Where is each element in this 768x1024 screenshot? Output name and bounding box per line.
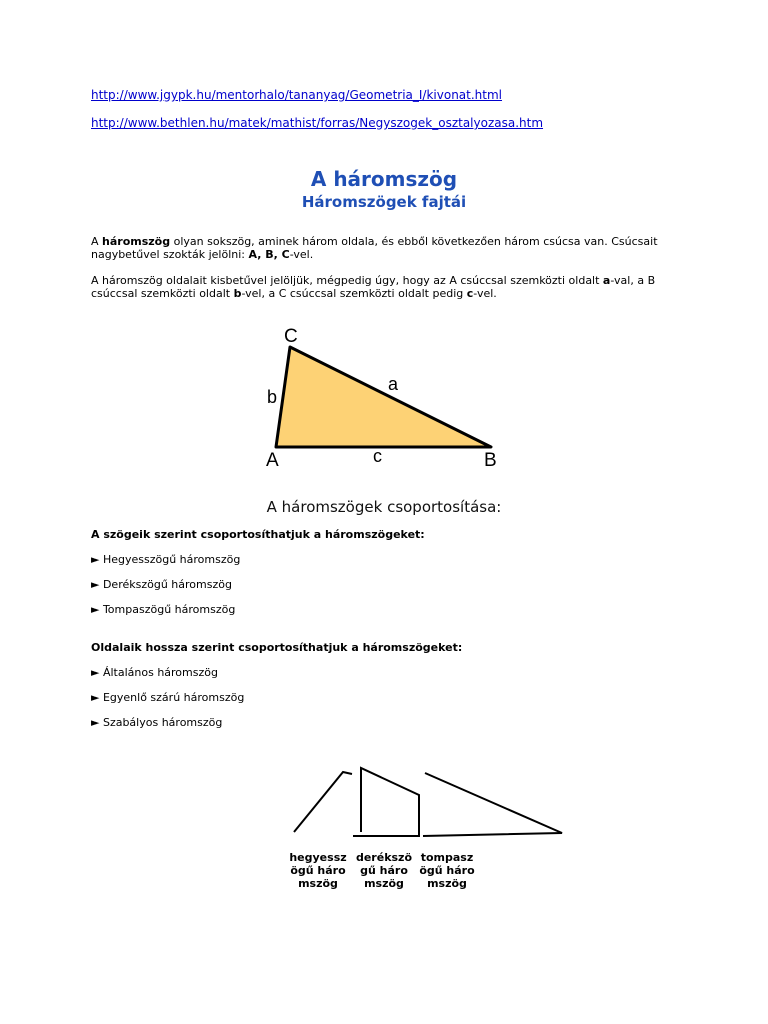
link-bethlen[interactable]: http://www.bethlen.hu/matek/mathist/forras/Negyszogek_osztalyozasa.htm	[91, 116, 544, 130]
list-item: ► Derékszögű háromszög	[91, 578, 232, 591]
list-item: ► Hegyesszögű háromszög	[91, 553, 241, 566]
grouping-heading: A háromszögek csoportosítása:	[266, 498, 502, 516]
triangle-types-diagram	[285, 760, 575, 845]
vertex-b-label: B	[484, 450, 497, 471]
triangle-shape	[276, 347, 491, 447]
list-item: ► Tompaszögű háromszög	[91, 603, 236, 616]
right-triangle-outline	[353, 768, 419, 836]
page-subtitle: Háromszögek fajtái	[301, 193, 467, 211]
obtuse-triangle-outline	[423, 773, 562, 836]
side-b-label: b	[267, 387, 278, 407]
intro-paragraph: A háromszög olyan sokszög, aminek három oldala, és ebből következően három csúcsa van. Csúcsait nagybetűvel szokták jelölni: A, B, C-vel.	[91, 235, 658, 261]
caption-acute: hegyesszögű háromszög	[289, 851, 347, 890]
side-c-label: c	[373, 446, 382, 466]
triangle-diagram	[250, 320, 520, 475]
caption-obtuse: tompaszögű háromszög	[419, 851, 475, 890]
sides-paragraph: A háromszög oldalait kisbetűvel jelöljük, mégpedig úgy, hogy az A csúccsal szemközti oldalt a-val, a B csúccsal szemközti oldalt b-vel, a C csúccsal szemközti oldalt pedig c-vel.	[91, 274, 656, 300]
list-item: ► Általános háromszög	[91, 666, 218, 679]
page-title: A háromszög	[310, 167, 458, 191]
acute-triangle-outline	[294, 772, 352, 832]
link-geometria[interactable]: http://www.jgypk.hu/mentorhalo/tananyag/Geometria_I/kivonat.html	[91, 88, 503, 102]
vertex-a-label: A	[266, 450, 279, 471]
angles-heading: A szögeik szerint csoportosíthatjuk a háromszögeket:	[91, 528, 425, 541]
side-a-label: a	[388, 374, 399, 394]
vertex-c-label: C	[284, 326, 298, 347]
sides-heading: Oldalaik hossza szerint csoportosíthatjuk a háromszögeket:	[91, 641, 463, 654]
caption-right: derékszögű háromszög	[355, 851, 413, 890]
list-item: ► Szabályos háromszög	[91, 716, 223, 729]
list-item: ► Egyenlő szárú háromszög	[91, 691, 245, 704]
